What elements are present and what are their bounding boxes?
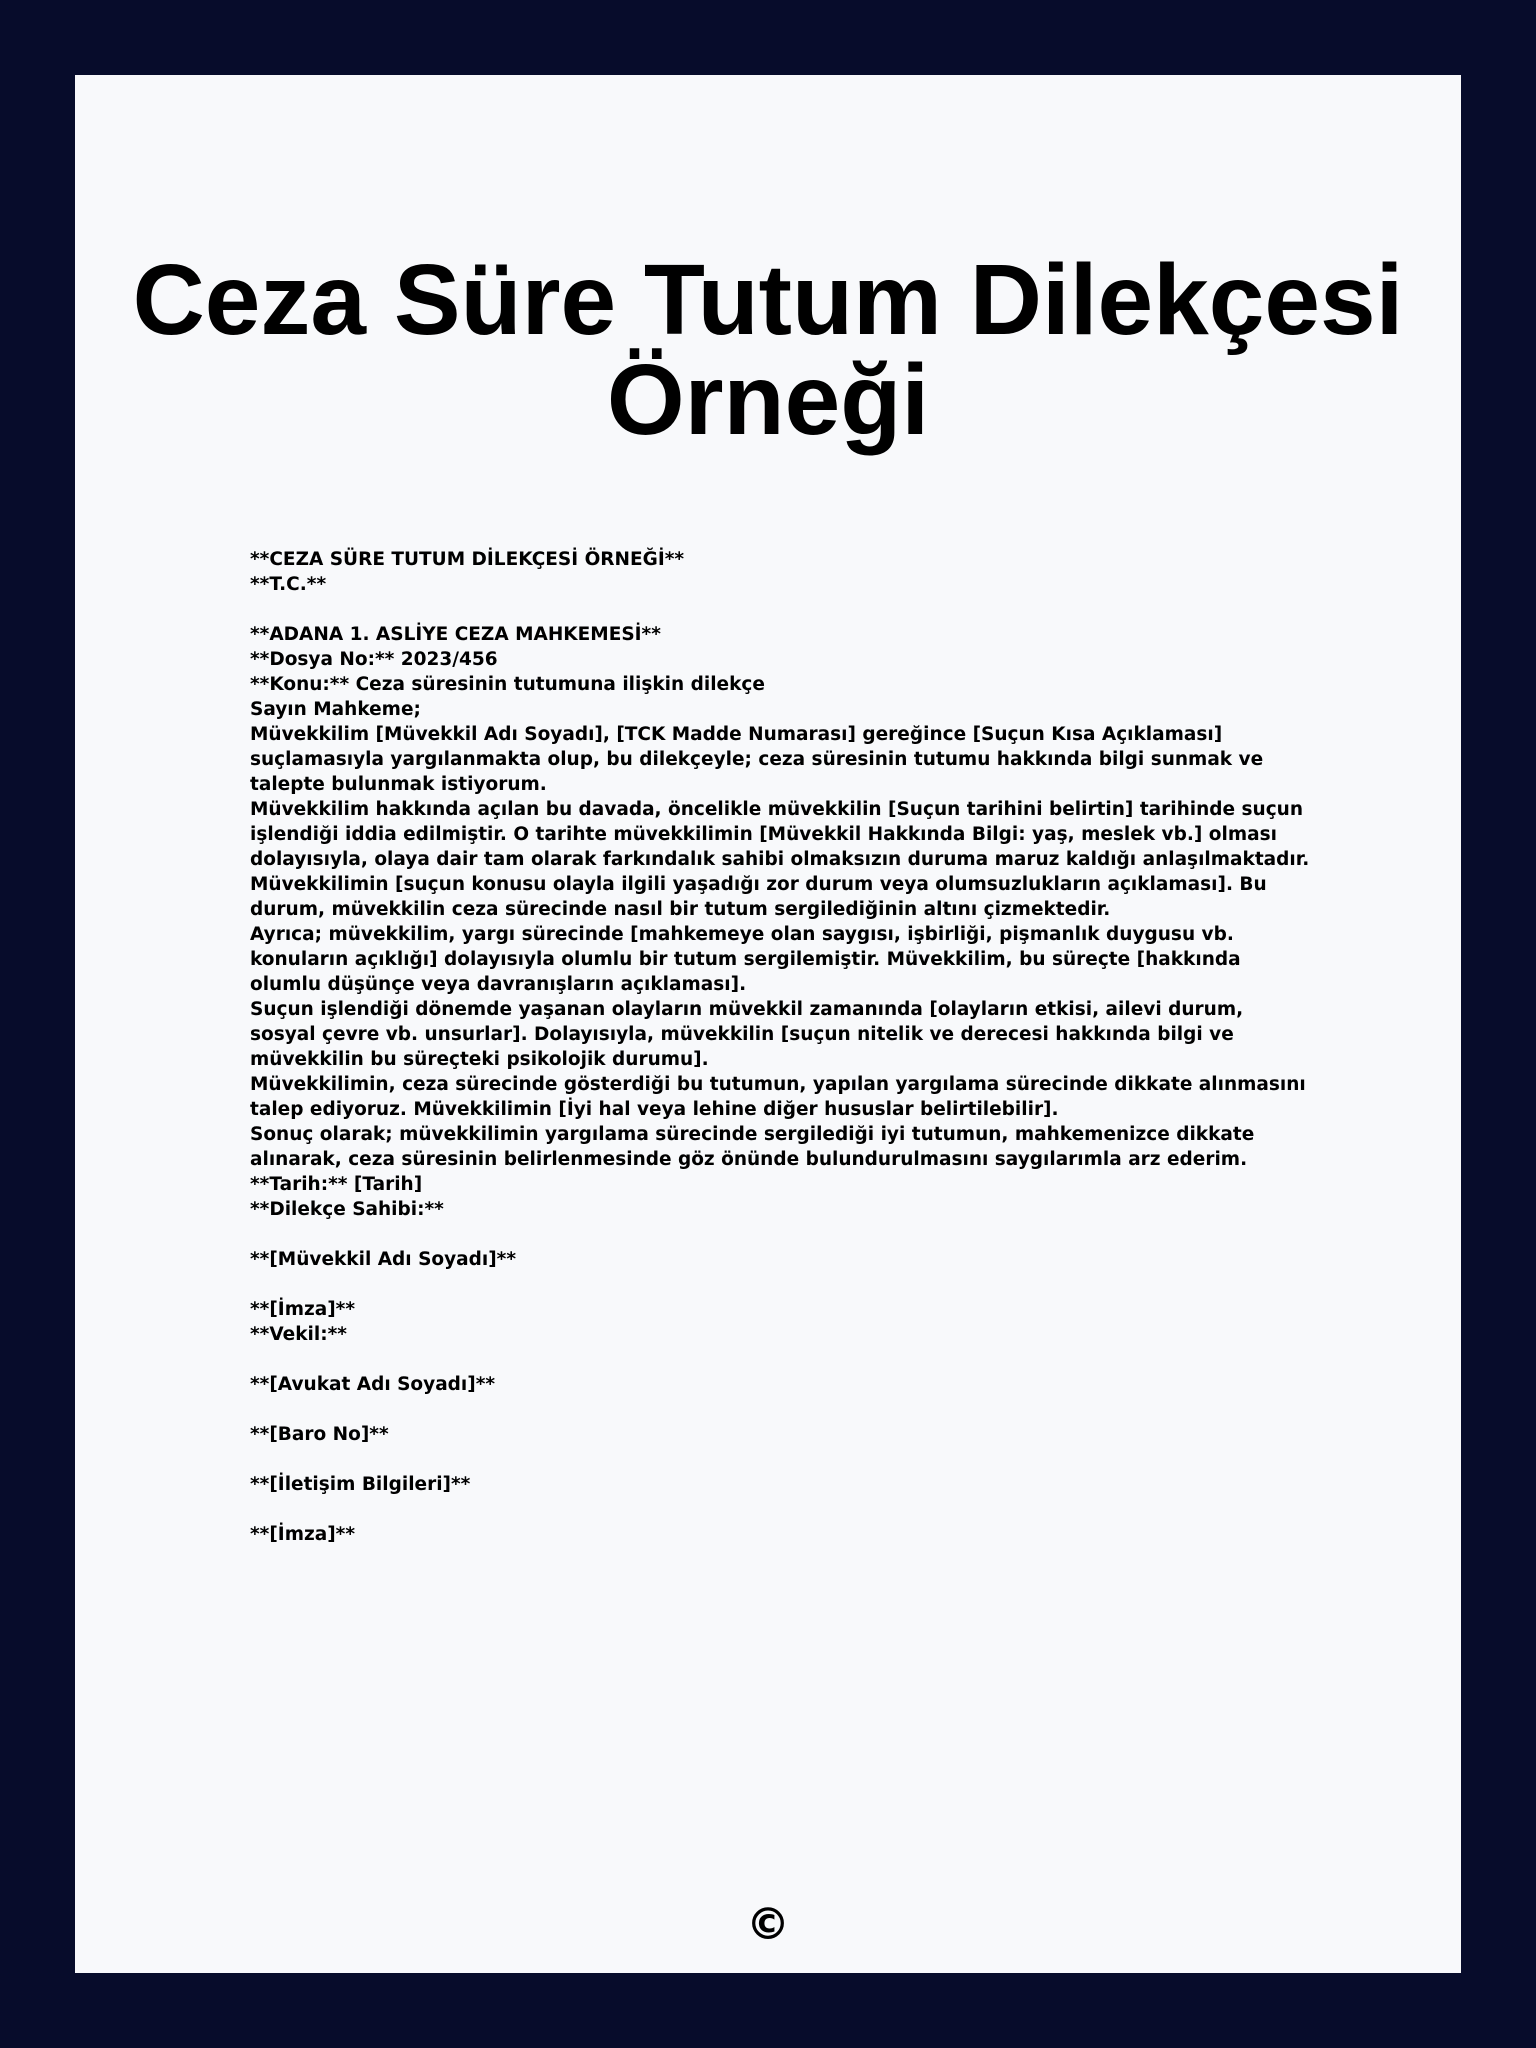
petition-line: Ayrıca; müvekkilim, yargı sürecinde [mahkemeye olan saygısı, işbirliği, pişmanlık duygusu vb. konuların açıklığı] dolayısıyla olumlu bir tutum sergilemiştir. Müvekkilim, bu süreçte [hakkında olumlu düşünçe veya davranışların açıklaması]. [250, 924, 1241, 995]
petition-line: **T.C.** [250, 574, 327, 595]
petition-line: **[İmza]** [250, 1299, 356, 1320]
petition-line: **CEZA SÜRE TUTUM DİLEKÇESİ ÖRNEĞİ** [250, 549, 685, 570]
petition-line: **Dilekçe Sahibi:** [250, 1199, 444, 1220]
petition-line: **[Baro No]** [250, 1424, 389, 1445]
document-page [75, 75, 1461, 1973]
petition-line: **[Müvekkil Adı Soyadı]** [250, 1249, 517, 1270]
page-title [75, 244, 1461, 456]
blank-line [250, 597, 1310, 622]
petition-line: Müvekkilim [Müvekkil Adı Soyadı], [TCK Madde Numarası] gereğince [Suçun Kısa Açıklaması] suçlamasıyla yargılanmakta olup, bu dilekçeyle; ceza süresinin tutumu hakkında bilgi sunmak ve talepte bulunmak istiyorum. [250, 724, 1264, 795]
petition-line: **Vekil:** [250, 1324, 347, 1345]
petition-line: **ADANA 1. ASLİYE CEZA MAHKEMESİ** [250, 624, 661, 645]
blank-line [250, 1272, 1310, 1297]
petition-line: Sonuç olarak; müvekkilimin yargılama sürecinde sergilediği iyi tutumun, mahkemenizce dikkate alınarak, ceza süresinin belirlenmesinde göz önünde bulundurulmasını saygılarımla arz ederim. [250, 1124, 1255, 1170]
petition-line: Sayın Mahkeme; [250, 699, 421, 720]
petition-line: Suçun işlendiği dönemde yaşanan olayların müvekkil zamanında [olayların etkisi, ailevi durum, sosyal çevre vb. unsurlar]. Dolayısıyla, müvekkilin [suçun nitelik ve derecesi hakkında bilgi ve müvekkilin bu süreçteki psikolojik durumu]. [250, 999, 1244, 1070]
petition-line: **Dosya No:** 2023/456 [250, 649, 498, 670]
petition-line: **[Avukat Adı Soyadı]** [250, 1374, 496, 1395]
blank-line [250, 1497, 1310, 1522]
page-title-line-1: Ceza Süre Tutum Dilekçesi [132, 244, 1404, 356]
petition-line: **Tarih:** [Tarih] [250, 1174, 423, 1195]
petition-line: **[İletişim Bilgileri]** [250, 1474, 471, 1495]
blank-line [250, 1397, 1310, 1422]
blank-line [250, 1347, 1310, 1372]
blank-line [250, 1447, 1310, 1472]
petition-body [250, 547, 1310, 1547]
petition-line: Müvekkilim hakkında açılan bu davada, öncelikle müvekkilin [Suçun tarihini belirtin] tarihinde suçun işlendiği iddia edilmiştir. O tarihte müvekkilimin [Müvekkil Hakkında Bilgi: yaş, meslek vb.] olması dolayısıyla, olaya dair tam olarak farkındalık sahibi olmaksızın duruma maruz kaldığı anlaşılmaktadır. Müvekkilimin [suçun konusu olayla ilgili yaşadığı zor durum veya olumsuzlukların açıklaması]. Bu durum, müvekkilin ceza sürecinde nasıl bir tutum sergilediğinin altını çizmektedir. [250, 799, 1310, 920]
petition-line: **[İmza]** [250, 1524, 356, 1545]
blank-line [250, 1222, 1310, 1247]
page-title-line-2: Örneği [606, 344, 930, 456]
petition-line: Müvekkilimin, ceza sürecinde gösterdiği bu tutumun, yapılan yargılama sürecinde dikkate alınmasını talep ediyoruz. Müvekkilimin [İyi hal veya lehine diğer hususlar belirtilebilir]. [250, 1074, 1306, 1120]
copyright-symbol: © [746, 1899, 790, 1950]
petition-line: **Konu:** Ceza süresinin tutumuna ilişkin dilekçe [250, 674, 765, 695]
